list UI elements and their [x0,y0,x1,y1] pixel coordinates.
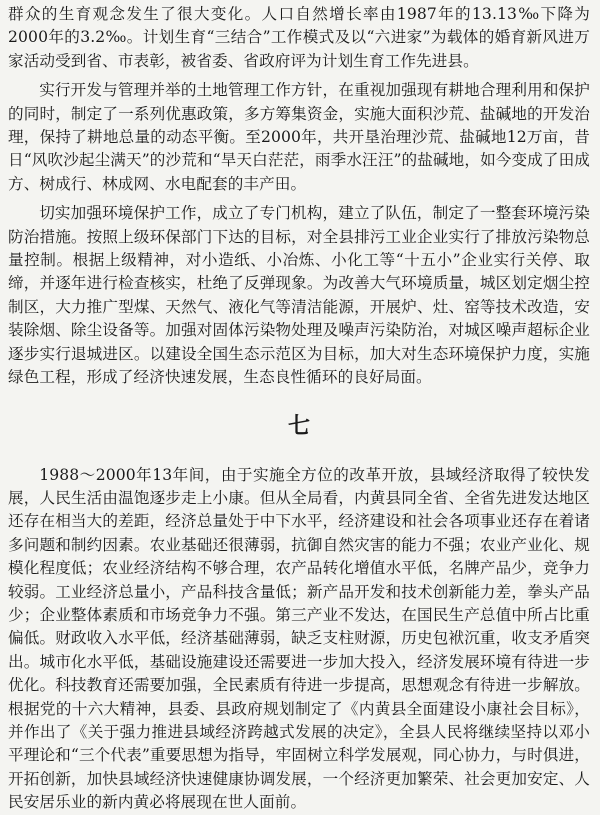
paragraph-family-planning: 群众的生育观念发生了很大变化。人口自然增长率由1987年的13.13‰下降为2000年的3.2‰。计划生育“三结合”工作模式及以“六进家”为载体的婚育新风进万家活动受到省、市表彰，被省委、省政府评为计划生育工作先进县。 [8,5,590,70]
paragraph-environment-protection: 切实加强环境保护工作，成立了专门机构，建立了队伍，制定了一整套环境污染防治措施。按照上级环保部门下达的目标，对全县排污工业企业实行了排放污染物总量控制。根据上级精神，对小造纸、小冶炼、小化工等“十五小”企业实行关停、取缔，并逐年进行检查核实，杜绝了反弹现象。为改善大气环境质量，城区划定烟尘控制区，大力推广型煤、天然气、液化气等清洁能源，开展炉、灶、窑等技术改造，安装除烟、除尘设备等。加强对固体污染物处理及噪声污染防治，对城区噪声超标企业逐步实行退城进区。以建设全国生态示范区为目标，加大对生态环境保护力度，实施绿色工程，形成了经济快速发展，生态良性循环的良好局面。 [8,204,590,387]
paragraph-economic-summary: 1988～2000年13年间，由于实施全方位的改革开放，县域经济取得了较快发展，人民生活由温饱逐步走上小康。但从全局看，内黄县同全省、全省先进发达地区还存在相当大的差距，经济总量处于中下水平，经济建设和社会各项事业还存在着诸多问题和制约因素。农业基础还很薄弱，抗御自然灾害的能力不强；农业产业化、规模化程度低；农业经济结构不够合理，农产品转化增值水平低，名牌产品少，竞争力较弱。工业经济总量小，产品科技含量低；新产品开发和技术创新能力差，拳头产品少；企业整体素质和市场竞争力不强。第三产业不发达，在国民生产总值中所占比重偏低。财政收入水平低，经济基础薄弱，缺乏支柱财源，历史包袱沉重，收支矛盾突出。城市化水平低，基础设施建设还需要进一步加大投入，经济发展环境有待进一步优化。科技教育还需要加强，全民素质有待进一步提高，思想观念有待进一步解放。根据党的十六大精神，县委、县政府规划制定了《内黄县全面建设小康社会目标》，并作出了《关于强力推进县域经济跨越式发展的决定》，全县人民将继续坚持以邓小平理论和“三个代表”重要思想为指导，牢固树立科学发展观，同心协力，与时俱进，开拓创新，加快县域经济快速健康协调发展，一个经济更加繁荣、社会更加安定、人民安居乐业的新内黄必将展现在世人面前。 [8,465,590,812]
paragraph-land-management: 实行开发与管理并举的土地管理工作方针，在重视加强现有耕地合理利用和保护的同时，制定了一系列优惠政策，多方筹集资金，实施大面积沙荒、盐碱地的开发治理，保持了耕地总量的动态平衡。至2000年，共开垦治理沙荒、盐碱地12万亩，昔日“风吹沙起尘满天”的沙荒和“旱天白茫茫，雨季水汪汪”的盐碱地，如今变成了田成方、树成行、林成网、水电配套的丰产田。 [8,81,590,193]
section-heading: 七 [287,412,310,439]
